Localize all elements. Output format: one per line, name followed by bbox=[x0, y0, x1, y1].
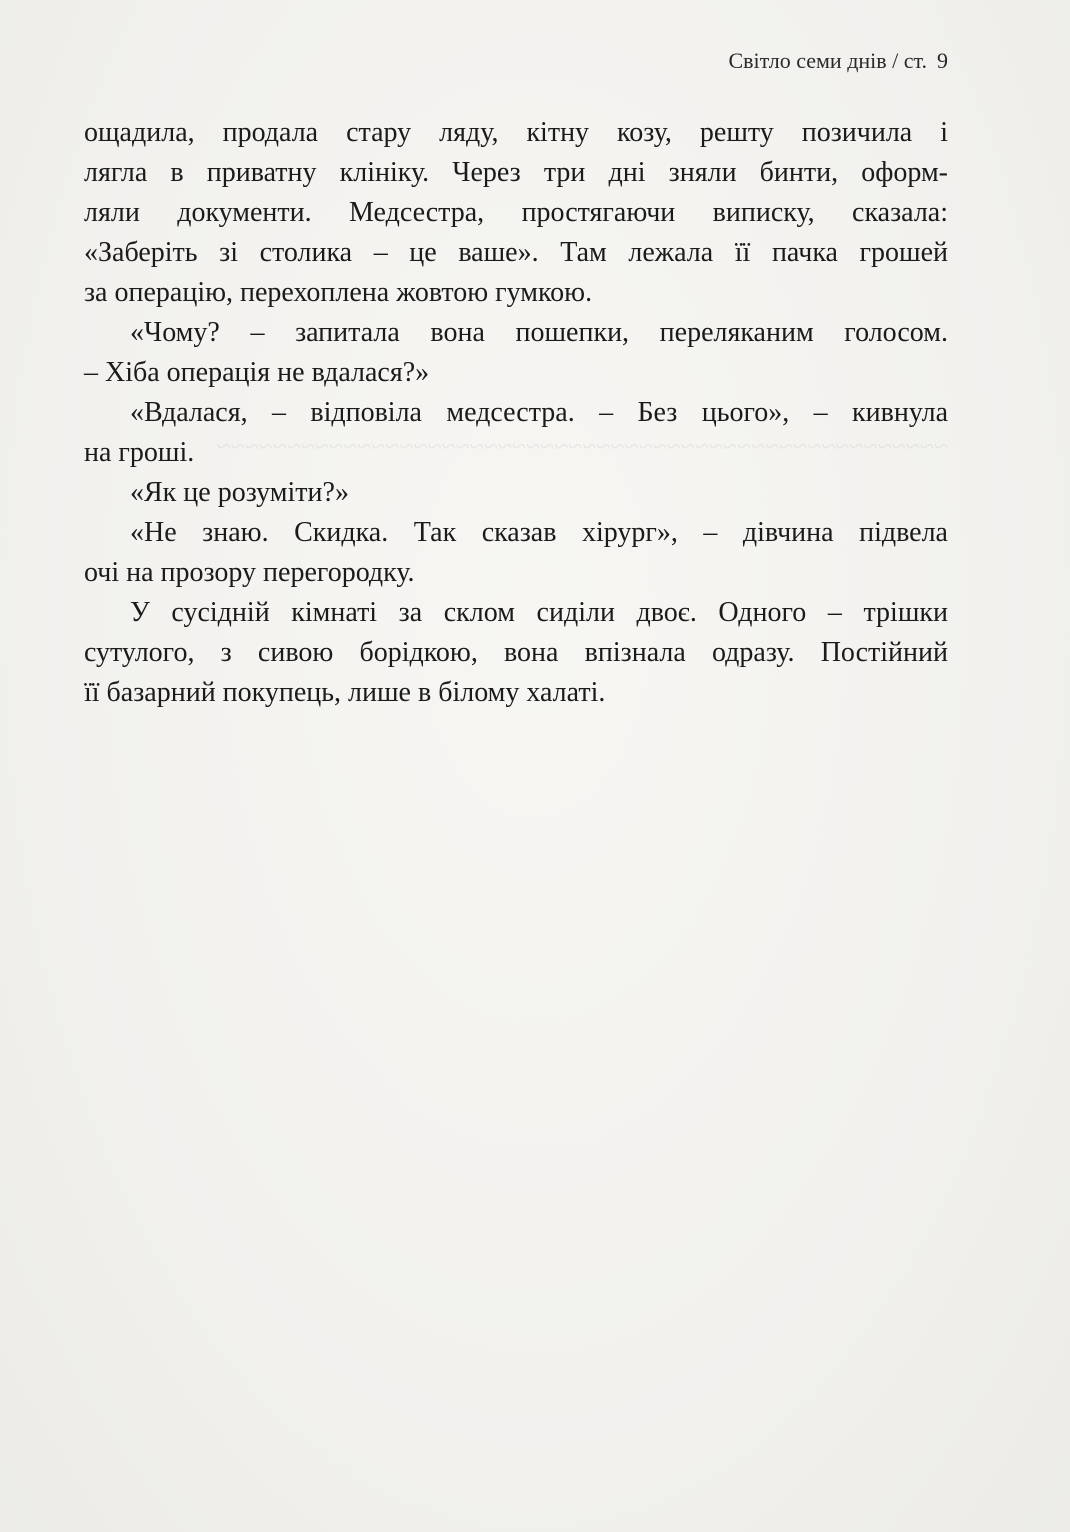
text-line: ощадила, продала стару ляду, кітну козу, решту позичила і bbox=[84, 117, 948, 148]
text-line: лягла в приватну клініку. Через три дні зняли бинти, оформ- bbox=[84, 157, 948, 188]
running-header-title: Світло семи днів / ст. bbox=[728, 48, 927, 73]
bleed-through-texture: ~~~~~~~~~~~~~~~~~~~~~~~~~~~~~~~~~~~~~~~~~~~~~~~~~~~~ bbox=[216, 432, 948, 461]
text-line: на гроші. bbox=[84, 437, 195, 468]
text-line: «Як це розуміти?» bbox=[130, 477, 349, 508]
text-line: її базарний покупець, лише в білому халаті. bbox=[84, 677, 606, 708]
text-line: «Заберіть зі столика – це ваше». Там лежала її пачка грошей bbox=[84, 237, 948, 268]
text-line: очі на прозору перегородку. bbox=[84, 557, 415, 588]
text-line: У сусідній кімнаті за склом сиділи двоє. Одного – трішки bbox=[130, 597, 948, 628]
text-line: – Хіба операція не вдалася?» bbox=[84, 357, 430, 388]
text-line: «Не знаю. Скидка. Так сказав хірург», – дівчина підвела bbox=[130, 517, 948, 548]
page-number: 9 bbox=[937, 48, 948, 73]
text-line: за операцію, перехоплена жовтою гумкою. bbox=[84, 277, 593, 308]
text-line: сутулого, з сивою борідкою, вона впізнала одразу. Постійний bbox=[84, 637, 948, 668]
text-line: «Чому? – запитала вона пошепки, переляканим голосом. bbox=[130, 317, 948, 348]
text-line: ляли документи. Медсестра, простягаючи виписку, сказала: bbox=[84, 197, 948, 228]
text-line: «Вдалася, – відповіла медсестра. – Без цього», – кивнула bbox=[130, 397, 948, 428]
body-text bbox=[84, 113, 948, 713]
running-header bbox=[728, 48, 948, 74]
